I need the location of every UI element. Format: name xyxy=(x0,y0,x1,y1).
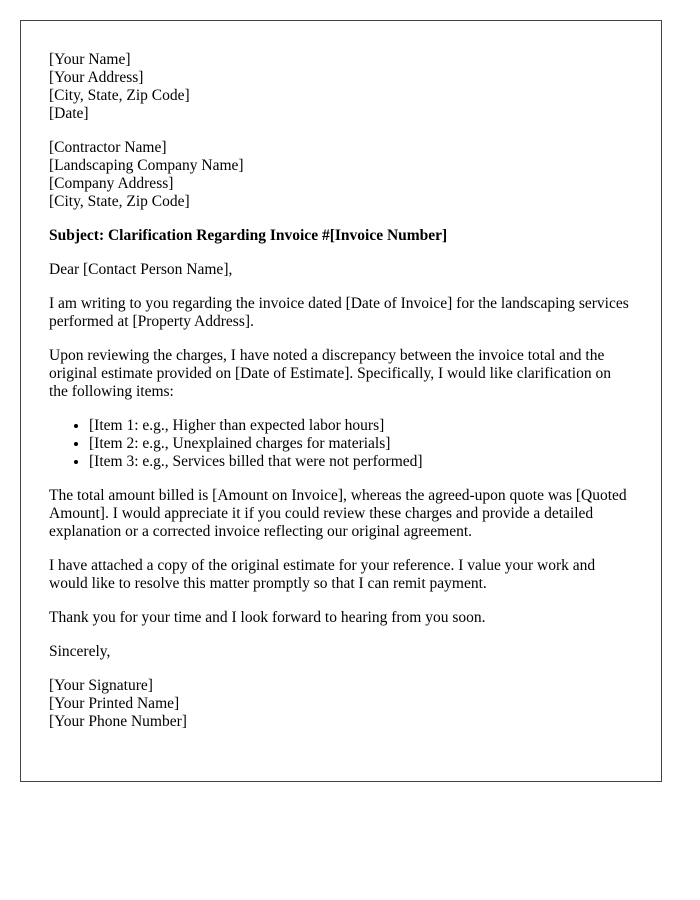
letter-page xyxy=(20,20,662,782)
intro-paragraph: I am writing to you regarding the invoice dated [Date of Invoice] for the landscaping services performed at [Property Address]. xyxy=(49,295,629,330)
sender-address: [Your Address] xyxy=(49,69,144,86)
discrepancy-paragraph: Upon reviewing the charges, I have noted a discrepancy between the invoice total and the original estimate provided on [Date of Estimate]. Specifically, I would like clarification on the following items: xyxy=(49,347,611,400)
phone-number: [Your Phone Number] xyxy=(49,713,187,730)
sender-name: [Your Name] xyxy=(49,51,131,68)
subject-line: Subject: Clarification Regarding Invoice #[Invoice Number] xyxy=(49,227,448,244)
salutation: Dear [Contact Person Name], xyxy=(49,261,233,278)
letter-date: [Date] xyxy=(49,105,89,122)
attachment-paragraph: I have attached a copy of the original estimate for your reference. I value your work and would like to resolve this matter promptly so that I can remit payment. xyxy=(49,557,596,592)
sender-city-state-zip: [City, State, Zip Code] xyxy=(49,87,190,104)
recipient-city-state-zip: [City, State, Zip Code] xyxy=(49,193,190,210)
recipient-block xyxy=(49,139,633,211)
thank-you-paragraph: Thank you for your time and I look forward to hearing from you soon. xyxy=(49,609,486,626)
list-item: • [Item 2: e.g., Unexplained charges for materials] xyxy=(89,435,633,453)
signature-block xyxy=(49,677,633,731)
recipient-company-name: [Landscaping Company Name] xyxy=(49,157,244,174)
recipient-company-address: [Company Address] xyxy=(49,175,174,192)
sender-block xyxy=(49,51,633,123)
recipient-contractor-name: [Contractor Name] xyxy=(49,139,167,156)
list-item: • [Item 1: e.g., Higher than expected labor hours] xyxy=(89,417,633,435)
amount-paragraph: The total amount billed is [Amount on Invoice], whereas the agreed-upon quote was [Quoted Amount]. I would appreciate it if you could review these charges and provide a detailed explanation or a corrected invoice reflecting our original agreement. xyxy=(49,487,627,540)
sign-off: Sincerely, xyxy=(49,643,111,660)
signature-placeholder: [Your Signature] xyxy=(49,677,153,694)
list-item: • [Item 3: e.g., Services billed that were not performed] xyxy=(89,453,633,471)
items-list xyxy=(49,417,633,471)
printed-name: [Your Printed Name] xyxy=(49,695,180,712)
